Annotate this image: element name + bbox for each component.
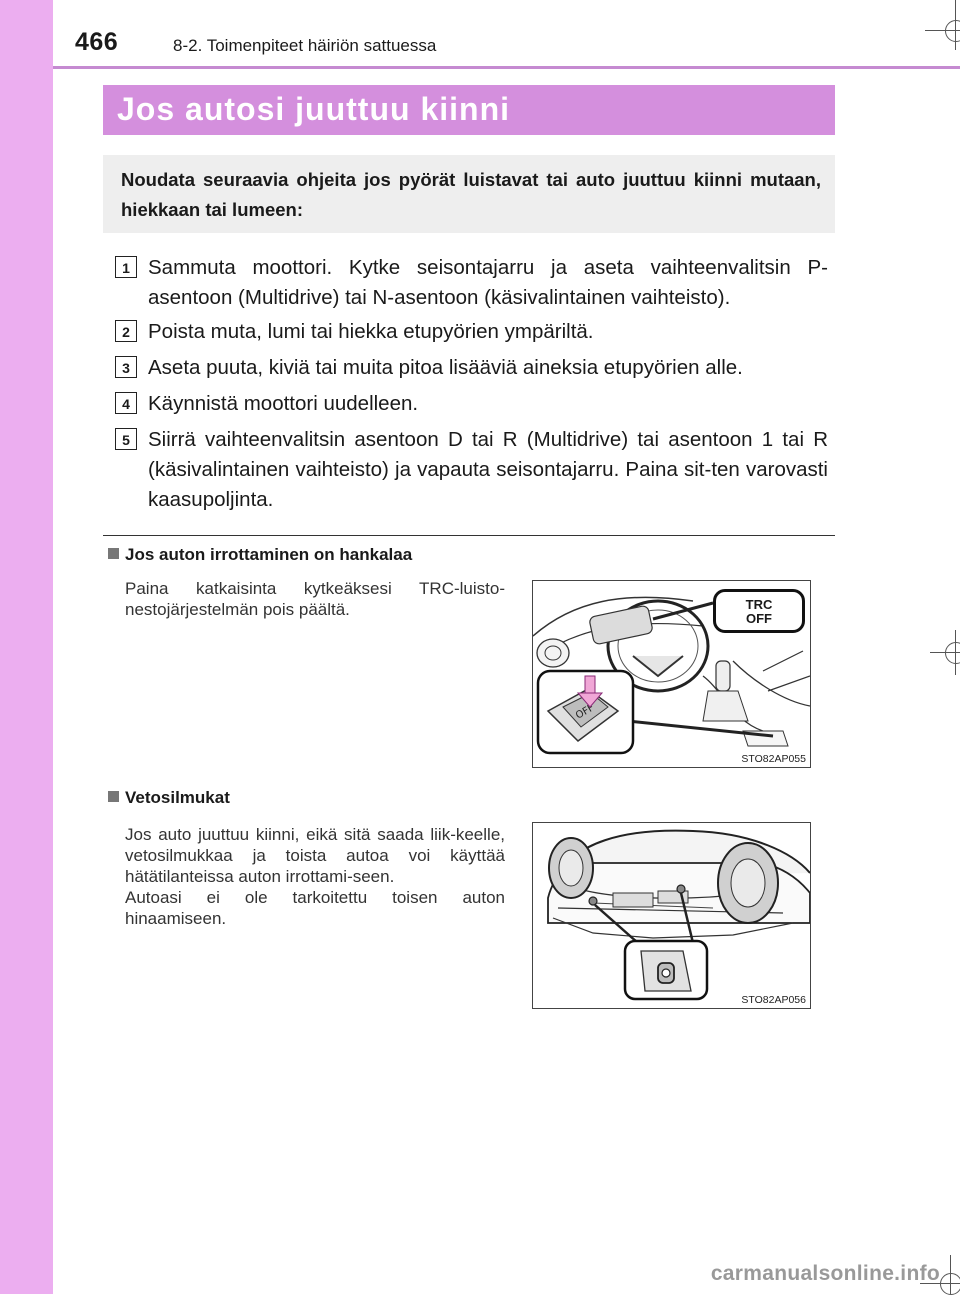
trc-figure bbox=[532, 580, 811, 768]
step-number: 3 bbox=[115, 356, 137, 378]
figure-code: STO82AP056 bbox=[741, 994, 806, 1006]
subheading-text: Jos auton irrottaminen on hankalaa bbox=[125, 545, 413, 564]
step-number: 5 bbox=[115, 428, 137, 450]
footer-watermark: carmanualsonline.info bbox=[710, 1262, 940, 1285]
trc-off-button-label bbox=[713, 589, 805, 633]
page-number: 466 bbox=[75, 28, 119, 56]
square-bullet-icon bbox=[108, 548, 119, 559]
step-text: Käynnistä moottori uudelleen. bbox=[148, 392, 419, 415]
page-sidebar-tab bbox=[0, 0, 53, 1294]
trc-off-label-text: TRC OFF bbox=[745, 597, 773, 626]
figure-code: STO82AP055 bbox=[741, 753, 806, 765]
square-bullet-icon bbox=[108, 791, 119, 802]
tow-hook-body-text: Jos auto juuttuu kiinni, eikä sitä saada liik-keelle, vetosilmukkaa ja toista autoa voi käyttää hätätilanteissa auton irrottami-seen. Autoasi ei ole tarkoitettu toisen auton hinaamiseen. bbox=[125, 825, 505, 928]
subheading-tow-hook bbox=[108, 788, 230, 808]
car-rear-illustration bbox=[533, 823, 810, 1008]
page-title: Jos autosi juuttuu kiinni bbox=[117, 91, 510, 127]
intro-box bbox=[103, 155, 835, 233]
section-header: 8-2. Toimenpiteet häiriön sattuessa bbox=[173, 36, 437, 55]
step-number: 2 bbox=[115, 320, 137, 342]
step-text: Poista muta, lumi tai hiekka etupyörien ympäriltä. bbox=[148, 320, 594, 343]
section-divider bbox=[103, 535, 835, 536]
tow-hook-figure bbox=[532, 822, 811, 1009]
subheading-trc bbox=[108, 545, 412, 565]
header-rule bbox=[53, 66, 960, 69]
intro-text: Noudata seuraavia ohjeita jos pyörät luistavat tai auto juuttuu kiinni mutaan, hiekkaan tai lumeen: bbox=[121, 169, 821, 220]
trc-body-text: Paina katkaisinta kytkeäksesi TRC-luisto-nestojärjestelmän pois päältä. bbox=[125, 579, 505, 619]
step-text: Siirrä vaihteenvalitsin asentoon D tai R (Multidrive) tai asentoon 1 tai R (käsivalintainen vaihteisto) ja vapauta seisontajarru. Paina sit-ten varovasti kaasupoljinta. bbox=[148, 428, 828, 511]
step-text: Sammuta moottori. Kytke seisontajarru ja aseta vaihteenvalitsin P-asentoon (Multidrive) tai N-asentoon (käsivalintainen vaihteisto). bbox=[148, 256, 828, 309]
step-number: 4 bbox=[115, 392, 137, 414]
step-number: 1 bbox=[115, 256, 137, 278]
svg-text:OFF: OFF bbox=[574, 702, 597, 722]
subheading-text: Vetosilmukat bbox=[125, 788, 230, 807]
step-text: Aseta puuta, kiviä tai muita pitoa lisääviä aineksia etupyörien alle. bbox=[148, 356, 743, 379]
title-band bbox=[103, 85, 835, 135]
